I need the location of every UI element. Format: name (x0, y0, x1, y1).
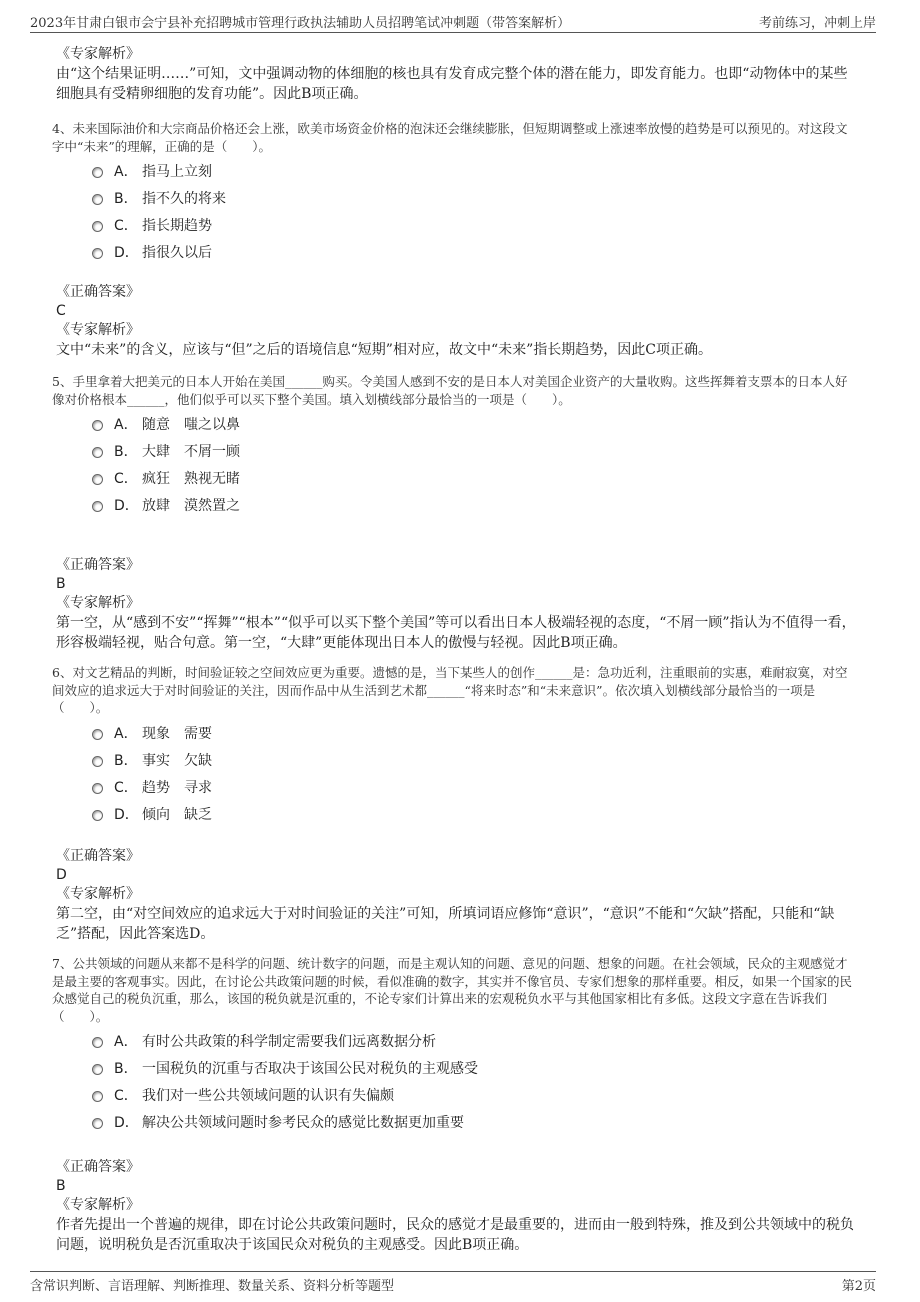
question-5 (52, 373, 858, 520)
question-4 (52, 120, 858, 267)
radio-icon[interactable] (92, 1064, 103, 1075)
question-stem: 5、手里拿着大把美元的日本人开始在美国______购买。令美国人感到不安的是日本人对美国企业资产的大量收购。这些挥舞着支票本的日本人好像对价格根本______，他们似乎可以买下整个美国。填入划横线部分最恰当的一项是（ ）。 (52, 374, 848, 407)
q6-answer-block (52, 846, 858, 944)
question-6 (52, 664, 858, 829)
option-d[interactable]: D． 倾向 缺乏 (92, 802, 858, 829)
analysis-text: 第一空，从“感到不安”“挥舞”“根本”“似乎可以买下整个美国”等可以看出日本人极端轻视的态度，“不屑一顾”指认为不值得一看，形容极端轻视，贴合句意。第一空，“大肆”更能体现出日本人的傲慢与轻视。因此B项正确。 (56, 615, 856, 651)
radio-icon[interactable] (92, 810, 103, 821)
option-a[interactable]: A． 有时公共政策的科学制定需要我们远离数据分析 (92, 1029, 858, 1056)
question-stem: 7、公共领域的问题从来都不是科学的问题、统计数字的问题，而是主观认知的问题、意见的问题、想象的问题。在社会领域，民众的主观感觉才是最主要的客观事实。因此，在讨论公共政策问题的时候，看似准确的数字，其实并不像官员、专家们想象的那样重要。相反，如果一个国家的民众感觉自己的税负沉重，那么，该国的税负就是沉重的，不论专家们计算出来的宏观税负水平与其他国家相比有多低。这段文字意在告诉我们（ ）。 (52, 956, 853, 1024)
analysis-text: 文中“未来”的含义，应该与“但”之后的语境信息“短期”相对应，故文中“未来”指长期趋势，因此C项正确。 (56, 342, 712, 358)
option-b[interactable]: B． 事实 欠缺 (92, 748, 858, 775)
question-7 (52, 955, 858, 1137)
option-c[interactable]: C． 我们对一些公共领域问题的认识有失偏颇 (92, 1083, 858, 1110)
answer-value: B (56, 1178, 66, 1194)
analysis-text: 第二空，由“对空间效应的追求远大于对时间验证的关注”可知，所填词语应修饰“意识”，“意识”不能和“欠缺”搭配，只能和“缺乏”搭配，因此答案选D。 (56, 906, 835, 942)
analysis-label: 《专家解析》 (56, 46, 140, 62)
q5-answer-block (52, 555, 858, 653)
option-a[interactable]: A． 指马上立刻 (92, 159, 858, 186)
radio-icon[interactable] (92, 167, 103, 178)
answer-value: C (56, 303, 66, 319)
option-a[interactable]: A． 随意 嗤之以鼻 (92, 412, 858, 439)
answer-value: B (56, 576, 66, 592)
option-b[interactable]: B． 指不久的将来 (92, 186, 858, 213)
page-header (30, 10, 876, 33)
radio-icon[interactable] (92, 420, 103, 431)
page-number: 第2页 (841, 1279, 876, 1294)
options-group (92, 412, 858, 520)
radio-icon[interactable] (92, 756, 103, 767)
option-c[interactable]: C． 疯狂 熟视无睹 (92, 466, 858, 493)
radio-icon[interactable] (92, 1091, 103, 1102)
option-c[interactable]: C． 趋势 寻求 (92, 775, 858, 802)
question-stem: 6、对文艺精品的判断，时间验证较之空间效应更为重要。遗憾的是，当下某些人的创作______是：急功近利，注重眼前的实惠，难耐寂寞，对空间效应的追求远大于对时间验证的关注，因而作品中从生活到艺术都______“将来时态”和“未来意识”。依次填入划横线部分最恰当的一项是（ ）。 (52, 665, 848, 715)
footer-categories: 含常识判断、言语理解、判断推理、数量关系、资料分析等题型 (30, 1279, 395, 1294)
analysis-label: 《专家解析》 (56, 595, 140, 611)
radio-icon[interactable] (92, 447, 103, 458)
options-group (92, 159, 858, 267)
radio-icon[interactable] (92, 1118, 103, 1129)
options-group (92, 1029, 858, 1137)
q4-answer-block (52, 282, 858, 360)
radio-icon[interactable] (92, 501, 103, 512)
answer-label: 《正确答案》 (56, 848, 140, 864)
analysis-text: 作者先提出一个普遍的规律，即在讨论公共政策问题时，民众的感觉才是最重要的，进而由一般到特殊，推及到公共领域中的税负问题，说明税负是否沉重取决于该国民众对税负的主观感受。因此B项正确。 (56, 1217, 854, 1253)
option-d[interactable]: D． 放肆 漠然置之 (92, 493, 858, 520)
analysis-label: 《专家解析》 (56, 886, 140, 902)
analysis-label: 《专家解析》 (56, 322, 140, 338)
document-title: 2023年甘肃白银市会宁县补充招聘城市管理行政执法辅助人员招聘笔试冲刺题（带答案解析） (30, 16, 571, 31)
option-a[interactable]: A． 现象 需要 (92, 721, 858, 748)
radio-icon[interactable] (92, 783, 103, 794)
option-d[interactable]: D． 解决公共领域问题时参考民众的感觉比数据更加重要 (92, 1110, 858, 1137)
radio-icon[interactable] (92, 729, 103, 740)
option-d[interactable]: D． 指很久以后 (92, 240, 858, 267)
radio-icon[interactable] (92, 474, 103, 485)
answer-label: 《正确答案》 (56, 284, 140, 300)
q3-analysis-block (52, 44, 858, 104)
page-footer (30, 1271, 876, 1294)
analysis-text: 由“这个结果证明……”可知，文中强调动物的体细胞的核也具有发育成完整个体的潜在能力，即发育能力。也即“动物体中的某些细胞具有受精卵细胞的发育功能”。因此B项正确。 (56, 66, 848, 102)
analysis-label: 《专家解析》 (56, 1197, 140, 1213)
radio-icon[interactable] (92, 194, 103, 205)
option-c[interactable]: C． 指长期趋势 (92, 213, 858, 240)
radio-icon[interactable] (92, 248, 103, 259)
answer-label: 《正确答案》 (56, 557, 140, 573)
answer-label: 《正确答案》 (56, 1159, 140, 1175)
q7-answer-block (52, 1157, 858, 1255)
radio-icon[interactable] (92, 221, 103, 232)
option-b[interactable]: B． 大肆 不屑一顾 (92, 439, 858, 466)
option-b[interactable]: B． 一国税负的沉重与否取决于该国公民对税负的主观感受 (92, 1056, 858, 1083)
options-group (92, 721, 858, 829)
question-stem: 4、未来国际油价和大宗商品价格还会上涨，欧美市场资金价格的泡沫还会继续膨胀，但短期调整或上涨速率放慢的趋势是可以预见的。对这段文字中“未来”的理解，正确的是（ ）。 (52, 121, 848, 154)
radio-icon[interactable] (92, 1037, 103, 1048)
answer-value: D (56, 867, 67, 883)
header-slogan: 考前练习，冲刺上岸 (758, 16, 876, 31)
